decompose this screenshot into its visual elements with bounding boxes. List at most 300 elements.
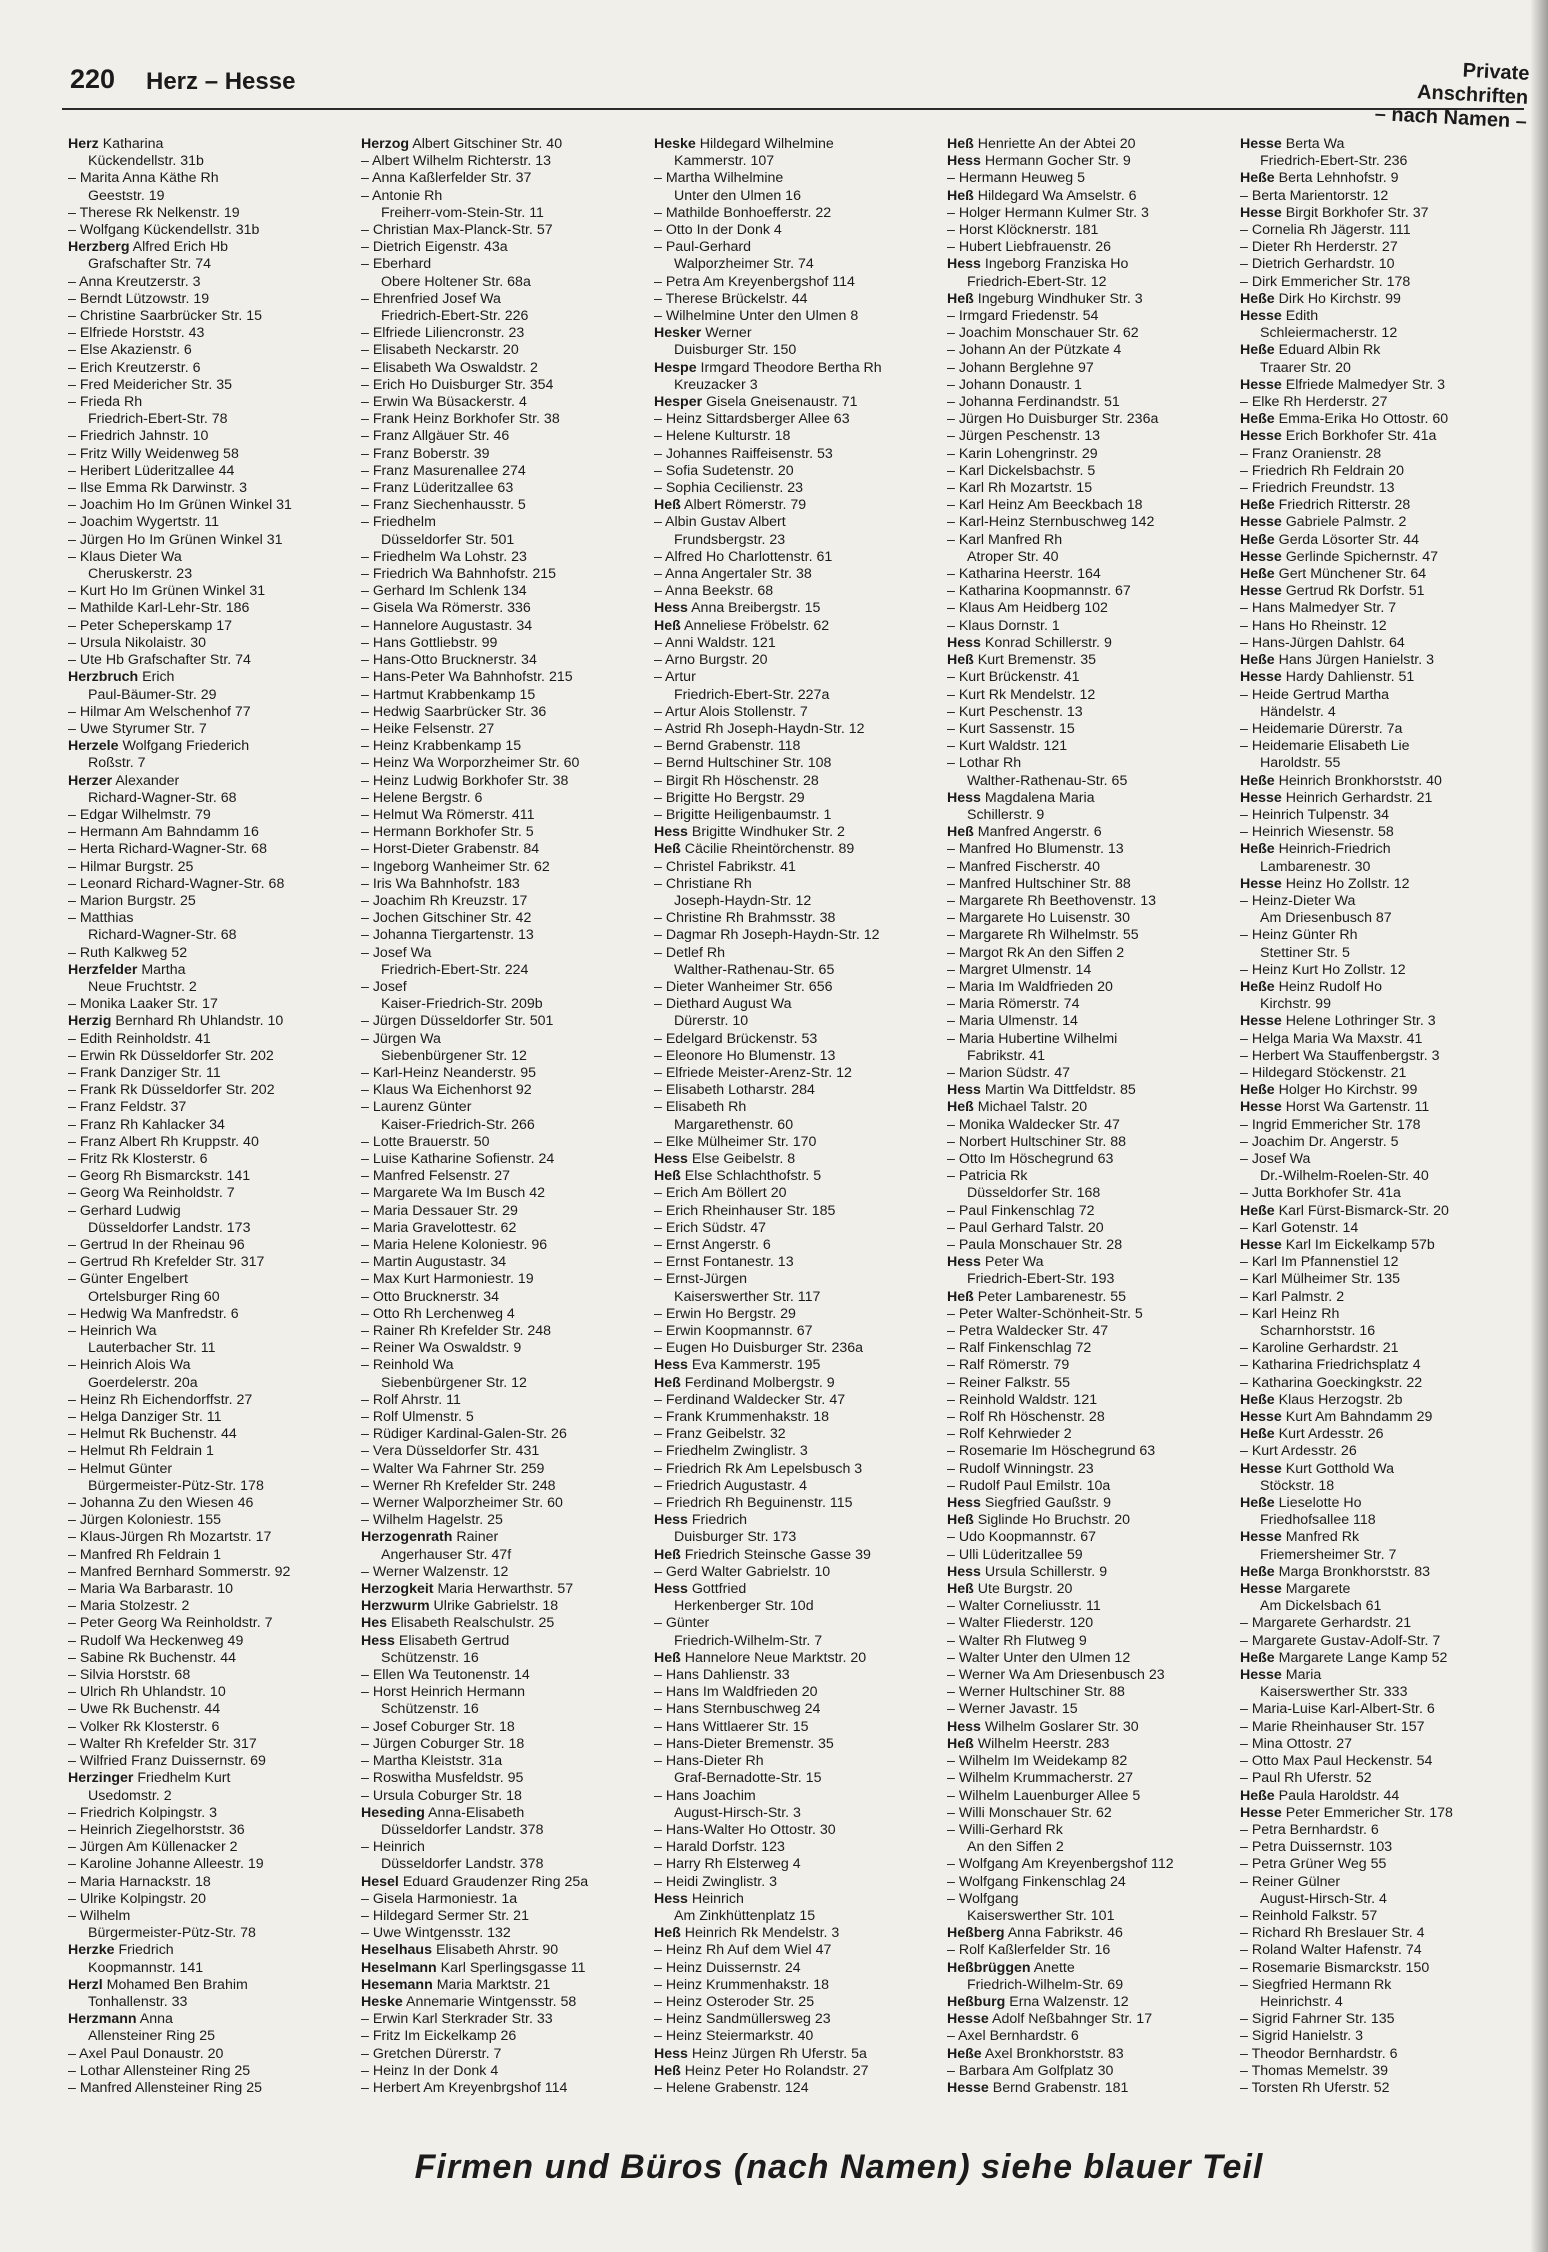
directory-entry bbox=[361, 1340, 648, 1357]
entry-text: – Elfriede Liliencronstr. 23 bbox=[361, 325, 525, 342]
directory-entry bbox=[68, 1340, 355, 1357]
directory-entry bbox=[68, 1443, 355, 1460]
entry-text: – Erwin Ho Bergstr. 29 bbox=[654, 1305, 796, 1322]
directory-entry bbox=[361, 927, 648, 944]
directory-entry bbox=[1240, 1615, 1527, 1632]
entry-text: – Karoline Johanne Alleestr. 19 bbox=[68, 1856, 264, 1873]
entry-surname: Heß bbox=[654, 1649, 681, 1666]
entry-text: – Franz Albert Rh Kruppstr. 40 bbox=[68, 1133, 259, 1150]
directory-entry bbox=[1240, 859, 1527, 876]
entry-surname: Heße bbox=[1240, 978, 1275, 995]
directory-entry bbox=[947, 824, 1234, 841]
entry-text: – Heidi Zwinglistr. 3 bbox=[654, 1873, 778, 1890]
directory-entry bbox=[1240, 927, 1527, 944]
directory-entry bbox=[947, 360, 1234, 377]
entry-text: Stettiner Str. 5 bbox=[1260, 944, 1350, 961]
entry-text: – Heinz Rh Eichendorffstr. 27 bbox=[68, 1391, 253, 1408]
entry-text: – Heinrich Wiesenstr. 58 bbox=[1240, 824, 1394, 841]
directory-entry bbox=[68, 256, 355, 273]
entry-text: Heinrich-Friedrich bbox=[1278, 841, 1391, 858]
directory-entry bbox=[654, 2063, 941, 2080]
directory-entry bbox=[68, 1151, 355, 1168]
directory-entry bbox=[361, 1443, 648, 1460]
entry-text: Martha bbox=[141, 961, 186, 978]
directory-entry bbox=[1240, 1701, 1527, 1718]
entry-text: – Werner Walporzheimer Str. 60 bbox=[361, 1495, 563, 1512]
directory-entry bbox=[68, 1891, 355, 1908]
entry-text: Werner bbox=[705, 325, 752, 342]
entry-text: – Josef bbox=[361, 978, 407, 995]
entry-text: – Maria Gravelottestr. 62 bbox=[361, 1219, 517, 1236]
directory-entry bbox=[361, 859, 648, 876]
directory-entry bbox=[947, 205, 1234, 222]
directory-entry bbox=[947, 996, 1234, 1013]
directory-entry bbox=[1240, 1461, 1527, 1478]
directory-entry bbox=[654, 360, 941, 377]
entry-text: – Kurt Waldstr. 121 bbox=[947, 738, 1068, 755]
entry-surname: Herzfelder bbox=[68, 961, 138, 978]
directory-entry bbox=[654, 1960, 941, 1977]
directory-entry bbox=[654, 170, 941, 187]
directory-entry bbox=[361, 153, 648, 170]
entry-surname: Herz bbox=[68, 136, 99, 152]
entry-text: Annemarie Wintgensstr. 58 bbox=[405, 1993, 577, 2010]
entry-text: – Ferdinand Waldecker Str. 47 bbox=[654, 1391, 846, 1408]
entry-text: – Erwin Wa Büsackerstr. 4 bbox=[361, 394, 527, 411]
entry-text: Holger Ho Kirchstr. 99 bbox=[1278, 1082, 1418, 1099]
entry-text: Hans Jürgen Hanielstr. 3 bbox=[1278, 652, 1435, 669]
entry-text: – Joachim Dr. Angerstr. 5 bbox=[1240, 1133, 1399, 1150]
entry-text: – Laurenz Günter bbox=[361, 1099, 472, 1116]
entry-text: – Frank Heinz Borkhofer Str. 38 bbox=[361, 411, 560, 428]
entry-text: – Karl Gotenstr. 14 bbox=[1240, 1219, 1359, 1236]
directory-entry bbox=[947, 600, 1234, 617]
entry-text: – Gerhard Ludwig bbox=[68, 1202, 181, 1219]
entry-text: – Anna Beekstr. 68 bbox=[654, 583, 774, 600]
directory-entry bbox=[68, 721, 355, 738]
entry-text: – Hans-Dieter Bremenstr. 35 bbox=[654, 1735, 834, 1752]
directory-entry bbox=[654, 1323, 941, 1340]
entry-text: – Monika Laaker Str. 17 bbox=[68, 996, 218, 1013]
directory-entry bbox=[1240, 1306, 1527, 1323]
entry-text: Margarete Lange Kamp 52 bbox=[1278, 1649, 1448, 1666]
directory-entry bbox=[361, 136, 648, 153]
entry-text: Schützenstr. 16 bbox=[381, 1701, 479, 1718]
entry-text: Katharina bbox=[102, 136, 164, 152]
entry-text: – Margarete Rh Wilhelmstr. 55 bbox=[947, 927, 1139, 944]
entry-text: – Herta Richard-Wagner-Str. 68 bbox=[68, 841, 267, 858]
entry-text: Friedrich-Ebert-Str. 193 bbox=[967, 1271, 1115, 1288]
entry-text: – Erich Rheinhauser Str. 185 bbox=[654, 1202, 836, 1219]
entry-text: – Ursula Coburger Str. 18 bbox=[361, 1787, 522, 1804]
entry-text: – Erwin Karl Sterkrader Str. 33 bbox=[361, 2011, 553, 2028]
entry-text: Anna-Elisabeth bbox=[428, 1804, 525, 1821]
entry-text: – Ellen Wa Teutonenstr. 14 bbox=[361, 1667, 530, 1684]
entry-text: – Peter Georg Wa Reinholdstr. 7 bbox=[68, 1615, 273, 1632]
directory-entry bbox=[68, 1667, 355, 1684]
directory-entry bbox=[947, 1392, 1234, 1409]
entry-text: – Elfriede Meister-Arenz-Str. 12 bbox=[654, 1064, 852, 1081]
directory-entry bbox=[947, 1977, 1234, 1994]
directory-entry bbox=[68, 807, 355, 824]
directory-entry bbox=[68, 1994, 355, 2011]
entry-text: – Iris Wa Bahnhofstr. 183 bbox=[361, 875, 520, 892]
entry-text: Erich Borkhofer Str. 41a bbox=[1285, 428, 1437, 445]
directory-entry bbox=[361, 1099, 648, 1116]
entry-text: – Monika Waldecker Str. 47 bbox=[947, 1116, 1120, 1133]
directory-entry bbox=[1240, 1340, 1527, 1357]
directory-entry bbox=[68, 308, 355, 325]
directory-entry bbox=[361, 480, 648, 497]
directory-entry bbox=[68, 927, 355, 944]
entry-text: – Maria Hubertine Wilhelmi bbox=[947, 1030, 1118, 1047]
directory-entry bbox=[361, 1151, 648, 1168]
entry-text: – Erwin Koopmannstr. 67 bbox=[654, 1323, 813, 1340]
directory-entry bbox=[361, 652, 648, 669]
entry-text: – Ursula Nikolaistr. 30 bbox=[68, 634, 206, 651]
directory-entry bbox=[361, 1254, 648, 1271]
directory-entry bbox=[68, 1099, 355, 1116]
entry-surname: Heße bbox=[1240, 1391, 1275, 1408]
entry-text: Bernd Grabenstr. 181 bbox=[992, 2079, 1129, 2096]
entry-surname: Hesker bbox=[654, 325, 702, 342]
directory-entry bbox=[947, 1822, 1234, 1839]
entry-text: – Heinz Steiermarkstr. 40 bbox=[654, 2028, 814, 2045]
entry-surname: Heß bbox=[947, 187, 974, 204]
entry-surname: Heßberg bbox=[947, 1925, 1005, 1942]
directory-entry bbox=[654, 1357, 941, 1374]
entry-text: – Hans Gottliebstr. 99 bbox=[361, 634, 498, 651]
entry-surname: Hesel bbox=[361, 1873, 399, 1890]
entry-surname: Hess bbox=[947, 1718, 981, 1735]
directory-entry bbox=[654, 497, 941, 514]
entry-text: – Willi Monschauer Str. 62 bbox=[947, 1804, 1112, 1821]
directory-entry bbox=[1240, 1719, 1527, 1736]
entry-text: Schillerstr. 9 bbox=[967, 806, 1045, 823]
entry-text: Bürgermeister-Pütz-Str. 78 bbox=[88, 1925, 256, 1942]
entry-text: – Wolfgang Finkenschlag 24 bbox=[947, 1873, 1126, 1890]
entry-text: Gisela Gneisenaustr. 71 bbox=[706, 394, 858, 411]
entry-text: – Dietrich Eigenstr. 43a bbox=[361, 239, 508, 256]
entry-text: – Torsten Rh Uferstr. 52 bbox=[1240, 2079, 1390, 2096]
entry-text: Frundsbergstr. 23 bbox=[674, 531, 786, 548]
directory-entry bbox=[654, 1099, 941, 1116]
entry-surname: Heße bbox=[1240, 531, 1275, 548]
directory-entry bbox=[361, 1203, 648, 1220]
entry-text: Friedrich Steinsche Gasse 39 bbox=[684, 1546, 871, 1563]
entry-text: – Karl Rh Mozartstr. 15 bbox=[947, 480, 1093, 497]
entry-text: – Willi-Gerhard Rk bbox=[947, 1821, 1063, 1838]
directory-entry bbox=[1240, 188, 1527, 205]
entry-text: Berta Wa bbox=[1285, 136, 1345, 152]
entry-text: Kaiser-Friedrich-Str. 209b bbox=[381, 996, 543, 1013]
directory-entry bbox=[947, 945, 1234, 962]
entry-text: – Helmut Rk Buchenstr. 44 bbox=[68, 1426, 237, 1443]
directory-entry bbox=[361, 1323, 648, 1340]
entry-surname: Herzogkeit bbox=[361, 1581, 434, 1598]
entry-text: – Ute Hb Grafschafter Str. 74 bbox=[68, 652, 251, 669]
entry-text: – Martha Kleiststr. 31a bbox=[361, 1753, 503, 1770]
entry-text: – Heinz Krabbenkamp 15 bbox=[361, 738, 522, 755]
directory-entry bbox=[1240, 1753, 1527, 1770]
entry-surname: Hesse bbox=[1240, 514, 1282, 531]
entry-surname: Herzke bbox=[68, 1942, 115, 1959]
entry-text: Traarer Str. 20 bbox=[1260, 359, 1351, 376]
entry-text: – Hermann Am Bahndamm 16 bbox=[68, 824, 259, 841]
directory-entry bbox=[947, 1220, 1234, 1237]
entry-text: – Walter Fliederstr. 120 bbox=[947, 1615, 1094, 1632]
entry-text: Ingeborg Franziska Ho bbox=[984, 256, 1129, 273]
entry-text: – Frieda Rh bbox=[68, 394, 143, 411]
directory-entry bbox=[68, 704, 355, 721]
entry-text: – Hilmar Am Welschenhof 77 bbox=[68, 703, 251, 720]
directory-entry bbox=[68, 910, 355, 927]
directory-entry bbox=[361, 1856, 648, 1873]
entry-surname: Heß bbox=[654, 617, 681, 634]
entry-surname: Heße bbox=[1240, 1202, 1275, 1219]
directory-entry bbox=[1240, 394, 1527, 411]
directory-entry bbox=[361, 308, 648, 325]
entry-text: – Hans Malmedyer Str. 7 bbox=[1240, 600, 1397, 617]
directory-entry bbox=[68, 170, 355, 187]
directory-entry bbox=[68, 1357, 355, 1374]
entry-text: Kaiserswerther Str. 117 bbox=[674, 1288, 821, 1305]
entry-text: – Theodor Bernhardstr. 6 bbox=[1240, 2045, 1398, 2062]
directory-entry bbox=[947, 1254, 1234, 1271]
entry-text: Gottfried bbox=[691, 1581, 747, 1598]
entry-text: – Therese Rk Nelkenstr. 19 bbox=[68, 204, 240, 221]
directory-entry bbox=[654, 1185, 941, 1202]
directory-entry bbox=[654, 773, 941, 790]
entry-text: – Axel Paul Donaustr. 20 bbox=[68, 2045, 224, 2062]
entry-text: Angerhauser Str. 47f bbox=[381, 1546, 512, 1563]
entry-text: – Klaus-Jürgen Rh Mozartstr. 17 bbox=[68, 1529, 272, 1546]
directory-entry bbox=[1240, 669, 1527, 686]
entry-surname: Hess bbox=[947, 153, 981, 170]
entry-text: – Christel Fabrikstr. 41 bbox=[654, 858, 796, 875]
entry-surname: Heske bbox=[654, 136, 696, 152]
entry-text: Alexander bbox=[115, 772, 180, 789]
entry-text: – Gerhard Im Schlenk 134 bbox=[361, 583, 527, 600]
directory-entry bbox=[654, 1753, 941, 1770]
entry-surname: Heße bbox=[1240, 1082, 1275, 1099]
entry-surname: Heße bbox=[1240, 170, 1275, 187]
entry-text: Friemersheimer Str. 7 bbox=[1260, 1546, 1397, 1563]
entry-text: – Joachim Monschauer Str. 62 bbox=[947, 325, 1139, 342]
entry-text: Ingeburg Windhuker Str. 3 bbox=[977, 290, 1143, 307]
entry-text: Walporzheimer Str. 74 bbox=[674, 256, 814, 273]
entry-text: Manfred Angerstr. 6 bbox=[977, 824, 1102, 841]
entry-text: Karl Im Eickelkamp 57b bbox=[1285, 1237, 1435, 1253]
directory-entry bbox=[654, 188, 941, 205]
directory-entry bbox=[68, 1650, 355, 1667]
entry-text: Helene Lothringer Str. 3 bbox=[1285, 1013, 1436, 1030]
directory-entry bbox=[654, 411, 941, 428]
entry-text: – Margot Rk An den Siffen 2 bbox=[947, 944, 1125, 961]
directory-entry bbox=[654, 1117, 941, 1134]
entry-surname: Hesse bbox=[1240, 1013, 1282, 1030]
directory-entry bbox=[68, 1237, 355, 1254]
directory-entry bbox=[361, 222, 648, 239]
directory-entry bbox=[654, 308, 941, 325]
entry-text: – Petra Waldecker Str. 47 bbox=[947, 1323, 1109, 1340]
entry-text: – Sabine Rk Buchenstr. 44 bbox=[68, 1649, 236, 1666]
entry-text: Kurt Am Bahndamm 29 bbox=[1285, 1409, 1433, 1426]
entry-text: – Therese Brückelstr. 44 bbox=[654, 290, 808, 307]
entry-text: – Otto In der Donk 4 bbox=[654, 222, 782, 239]
section-heading bbox=[1356, 53, 1530, 134]
directory-entry bbox=[68, 446, 355, 463]
entry-text: – Friedrich Freundstr. 13 bbox=[1240, 480, 1395, 497]
directory-entry bbox=[947, 1667, 1234, 1684]
entry-text: Hardy Dahlienstr. 51 bbox=[1285, 669, 1415, 686]
directory-entry bbox=[947, 1443, 1234, 1460]
directory-entry bbox=[654, 600, 941, 617]
entry-text: – Johann Berglehne 97 bbox=[947, 359, 1094, 376]
entry-text: – Peter Walter-Schönheit-Str. 5 bbox=[947, 1305, 1143, 1322]
entry-text: – Hermann Borkhofer Str. 5 bbox=[361, 824, 534, 841]
entry-surname: Herzmann bbox=[68, 2011, 137, 2028]
entry-text: Peter Emmericher Str. 178 bbox=[1285, 1804, 1453, 1821]
entry-surname: Hes bbox=[361, 1615, 388, 1632]
entry-text: – Kurt Ardesstr. 26 bbox=[1240, 1443, 1357, 1460]
directory-entry bbox=[68, 1478, 355, 1495]
directory-entry bbox=[361, 945, 648, 962]
directory-entry bbox=[654, 549, 941, 566]
entry-surname: Heß bbox=[947, 1512, 974, 1529]
entry-text: – Wilhelm Lauenburger Allee 5 bbox=[947, 1787, 1141, 1804]
directory-entry bbox=[361, 1753, 648, 1770]
directory-entry bbox=[654, 1667, 941, 1684]
directory-entry bbox=[947, 2028, 1234, 2045]
directory-entry bbox=[361, 962, 648, 979]
directory-entry bbox=[654, 153, 941, 170]
directory-entry bbox=[654, 1581, 941, 1598]
entry-text: – Margarete Rh Beethovenstr. 13 bbox=[947, 892, 1156, 909]
directory-entry bbox=[1240, 583, 1527, 600]
entry-text: – Ingrid Emmericher Str. 178 bbox=[1240, 1116, 1421, 1133]
entry-text: – Fritz Im Eickelkamp 26 bbox=[361, 2028, 517, 2045]
entry-text: – Paul Gerhard Talstr. 20 bbox=[947, 1219, 1104, 1236]
directory-entry bbox=[654, 859, 941, 876]
directory-entry bbox=[68, 1065, 355, 1082]
directory-entry bbox=[654, 1874, 941, 1891]
entry-text: – Katharina Goeckingkstr. 22 bbox=[1240, 1374, 1423, 1391]
entry-text: – Margarete Ho Luisenstr. 30 bbox=[947, 910, 1130, 927]
entry-text: Anna Fabrikstr. 46 bbox=[1007, 1925, 1123, 1942]
directory-entry bbox=[1240, 1633, 1527, 1650]
directory-entry bbox=[1240, 1770, 1527, 1787]
entry-text: Obere Holtener Str. 68a bbox=[381, 273, 531, 290]
directory-entry bbox=[654, 979, 941, 996]
directory-entry bbox=[361, 1633, 648, 1650]
entry-text: Siebenbürgener Str. 12 bbox=[381, 1047, 527, 1064]
entry-text: – Rainer Rh Krefelder Str. 248 bbox=[361, 1323, 552, 1340]
entry-surname: Hesse bbox=[1240, 1237, 1282, 1253]
entry-text: – Gertrud In der Rheinau 96 bbox=[68, 1237, 245, 1253]
directory-entry bbox=[361, 807, 648, 824]
entry-text: Gertrud Rk Dorfstr. 51 bbox=[1285, 583, 1425, 600]
entry-text: Siglinde Ho Bruchstr. 20 bbox=[977, 1512, 1130, 1529]
directory-entry bbox=[68, 1203, 355, 1220]
directory-entry bbox=[68, 463, 355, 480]
directory-entry bbox=[654, 996, 941, 1013]
directory-entry bbox=[68, 1856, 355, 1873]
entry-text: Friedrich-Ebert-Str. 227a bbox=[674, 686, 830, 703]
directory-entry bbox=[947, 239, 1234, 256]
entry-text: Ferdinand Molbergstr. 9 bbox=[684, 1374, 835, 1391]
directory-entry bbox=[68, 790, 355, 807]
entry-surname: Herzwurm bbox=[361, 1598, 430, 1615]
directory-entry bbox=[1240, 1805, 1527, 1822]
entry-text: – Maria Harnackstr. 18 bbox=[68, 1873, 211, 1890]
directory-entry bbox=[947, 738, 1234, 755]
entry-text: – Irmgard Friedenstr. 54 bbox=[947, 308, 1099, 325]
directory-entry bbox=[1240, 1960, 1527, 1977]
entry-text: – Ulli Lüderitzallee 59 bbox=[947, 1546, 1083, 1563]
entry-surname: Heß bbox=[947, 652, 974, 669]
entry-text: – Anna Kaßlerfelder Str. 37 bbox=[361, 170, 532, 187]
directory-entry bbox=[1240, 2046, 1527, 2063]
entry-text: – Katharina Heerstr. 164 bbox=[947, 566, 1101, 583]
entry-surname: Hesse bbox=[1240, 583, 1282, 600]
directory-entry bbox=[654, 1151, 941, 1168]
directory-entry bbox=[68, 1031, 355, 1048]
entry-surname: Hesse bbox=[1240, 1581, 1282, 1598]
directory-entry bbox=[1240, 1151, 1527, 1168]
directory-column-5 bbox=[1240, 136, 1533, 2126]
entry-text: – Rosemarie Bismarckstr. 150 bbox=[1240, 1959, 1430, 1976]
entry-text: Michael Talstr. 20 bbox=[977, 1099, 1088, 1116]
entry-text: – Werner Hultschiner Str. 88 bbox=[947, 1684, 1125, 1701]
directory-entry bbox=[68, 1770, 355, 1787]
directory-entry bbox=[1240, 291, 1527, 308]
directory-entry bbox=[361, 1237, 648, 1254]
entry-text: Friedrich-Ebert-Str. 236 bbox=[1260, 153, 1408, 170]
entry-text: – Karoline Gerhardstr. 21 bbox=[1240, 1340, 1399, 1357]
directory-entry bbox=[947, 377, 1234, 394]
entry-text: Elisabeth Realschulstr. 25 bbox=[390, 1615, 555, 1632]
directory-entry bbox=[1240, 377, 1527, 394]
directory-entry bbox=[361, 411, 648, 428]
directory-entry bbox=[947, 1598, 1234, 1615]
entry-text: – Joachim Wygertstr. 11 bbox=[68, 514, 219, 531]
entry-surname: Heß bbox=[654, 1925, 681, 1942]
directory-entry bbox=[1240, 1529, 1527, 1546]
directory-entry bbox=[947, 1082, 1234, 1099]
entry-text: – Josef Coburger Str. 18 bbox=[361, 1718, 515, 1735]
entry-text: – Frank Krummenhakstr. 18 bbox=[654, 1409, 830, 1426]
entry-text: – Friedrich Wa Bahnhofstr. 215 bbox=[361, 566, 557, 583]
directory-entry bbox=[947, 342, 1234, 359]
entry-text: – Alfred Ho Charlottenstr. 61 bbox=[654, 548, 833, 565]
entry-text: – Manfred Rh Feldrain 1 bbox=[68, 1546, 221, 1563]
entry-text: – Franz Lüderitzallee 63 bbox=[361, 480, 514, 497]
directory-entry bbox=[68, 1719, 355, 1736]
entry-text: – Harry Rh Elsterweg 4 bbox=[654, 1856, 801, 1873]
entry-text: Gert Münchener Str. 64 bbox=[1278, 566, 1427, 583]
directory-entry bbox=[947, 962, 1234, 979]
entry-text: Kurt Ardesstr. 26 bbox=[1278, 1426, 1384, 1443]
directory-entry bbox=[947, 618, 1234, 635]
entry-text: Gabriele Palmstr. 2 bbox=[1285, 514, 1407, 531]
entry-text: – Manfred Ho Blumenstr. 13 bbox=[947, 841, 1124, 858]
entry-surname: Heße bbox=[1240, 1563, 1275, 1580]
entry-text: – Klaus Dornstr. 1 bbox=[947, 617, 1060, 634]
entry-surname: Hess bbox=[947, 256, 981, 273]
directory-entry bbox=[947, 979, 1234, 996]
directory-entry bbox=[947, 755, 1234, 772]
